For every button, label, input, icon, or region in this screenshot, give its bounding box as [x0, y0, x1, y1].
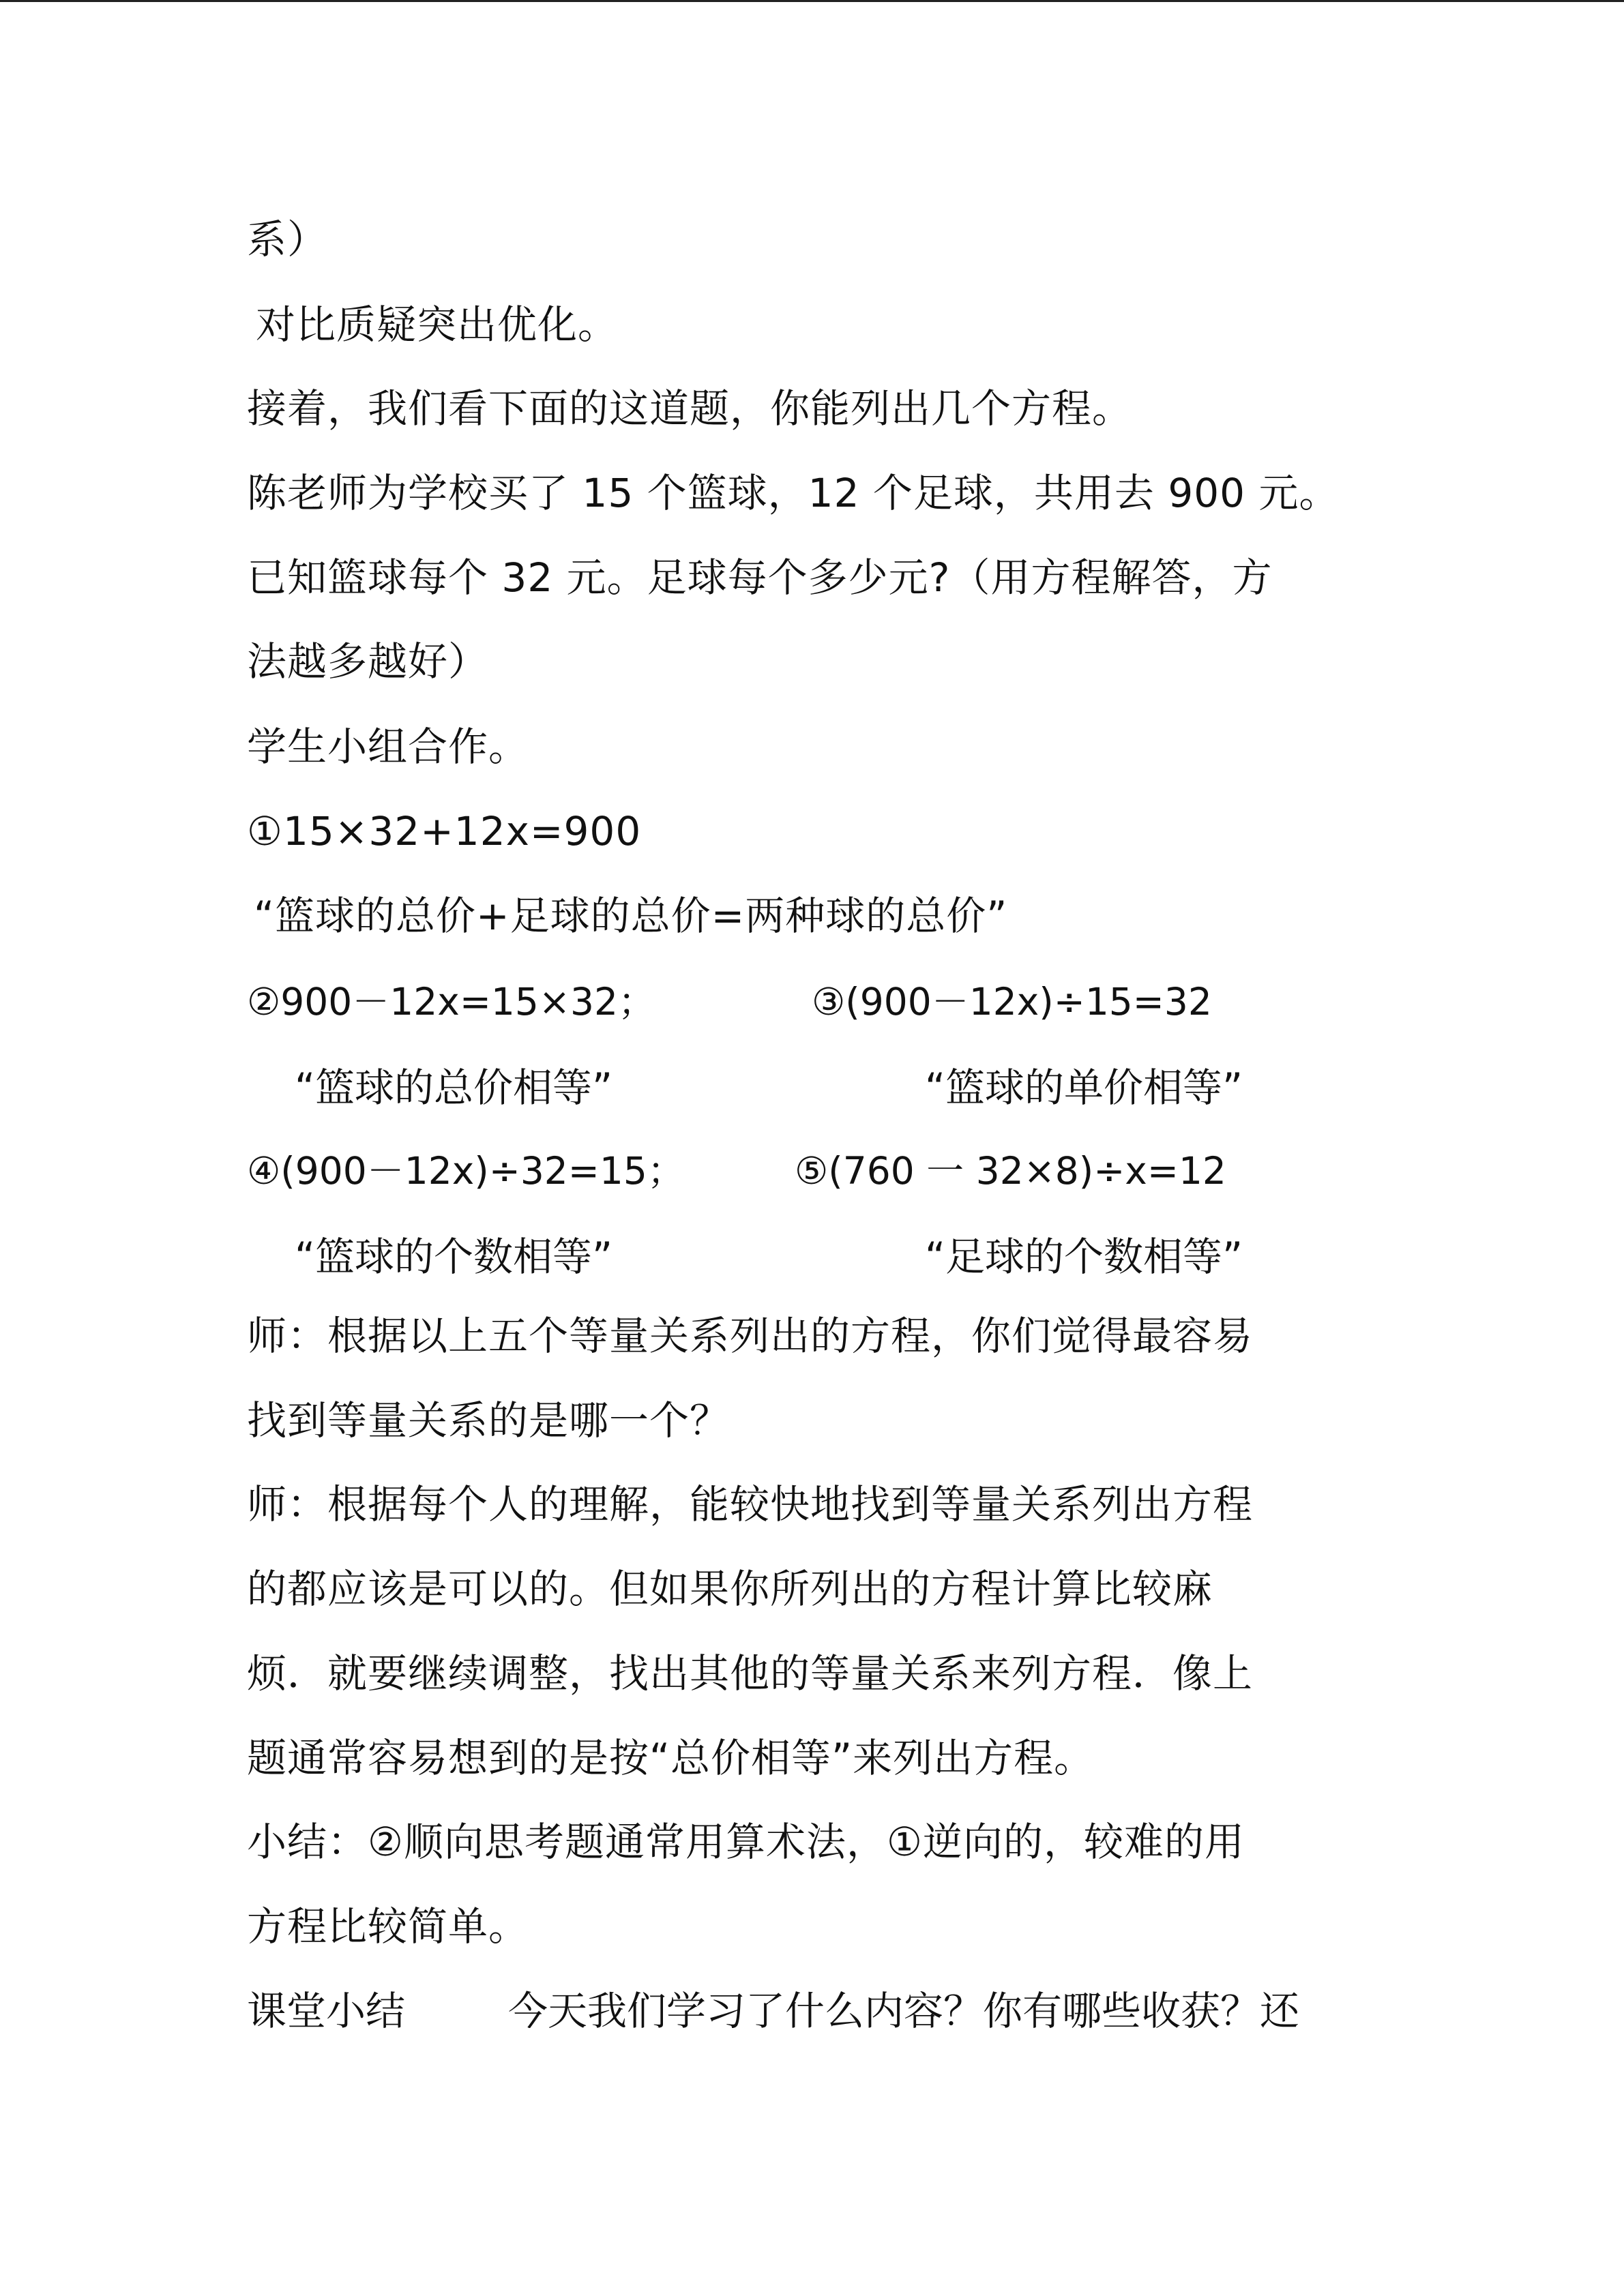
equation-1-note: “篮球的总价+足球的总价=两种球的总价”: [254, 893, 1008, 939]
equation-2: ②900－12x=15×32；: [247, 980, 655, 1024]
problem-line: 已知篮球每个 32 元。足球每个多少元?（用方程解答，方: [247, 554, 1273, 601]
text-line: 接着，我们看下面的这道题，你能列出几个方程。: [247, 385, 1133, 432]
problem-line: 陈老师为学校买了 15 个篮球，12 个足球，共用去 900 元。: [247, 470, 1340, 516]
equation-5: ⑤(760 一 32×8)÷x=12: [795, 1149, 1226, 1193]
equation-3-note: “篮球的单价相等”: [925, 1064, 1243, 1111]
section-heading: 对比质疑突出优化。: [256, 301, 619, 348]
text-line: 系）: [247, 216, 328, 263]
class-summary-text: 今天我们学习了什么内容？你有哪些收获？还: [508, 1988, 1300, 2034]
text-line: 找到等量关系的是哪一个？: [247, 1397, 730, 1444]
equation-3: ③(900－12x)÷15=32: [812, 980, 1212, 1024]
equation-1: ①15×32+12x=900: [247, 808, 642, 854]
equation-4-note: “篮球的个数相等”: [295, 1234, 613, 1280]
summary-line: 小结：②顺向思考题通常用算术法，①逆向的，较难的用: [247, 1819, 1245, 1865]
text-line: 师：根据每个人的理解，能较快地找到等量关系列出方程: [247, 1481, 1254, 1527]
text-line: 烦．就要继续调整，找出其他的等量关系来列方程．像上: [247, 1650, 1254, 1697]
problem-line: 法越多越好）: [247, 638, 489, 685]
equation-5-note: “足球的个数相等”: [925, 1234, 1243, 1280]
equation-4: ④(900－12x)÷32=15；: [247, 1149, 685, 1193]
class-summary-label: 课堂小结: [247, 1988, 406, 2034]
text-line: 的都应该是可以的。但如果你所列出的方程计算比较麻: [247, 1566, 1213, 1612]
text-line: 题通常容易想到的是按“总价相等”来列出方程。: [247, 1735, 1095, 1781]
summary-line: 方程比较简单。: [247, 1903, 529, 1950]
text-line: 师：根据以上五个等量关系列出的方程，你们觉得最容易: [247, 1313, 1254, 1359]
page-top-border: [0, 0, 1624, 2]
text-line: 学生小组合作。: [247, 724, 529, 770]
equation-2-note: “篮球的总价相等”: [295, 1064, 613, 1111]
